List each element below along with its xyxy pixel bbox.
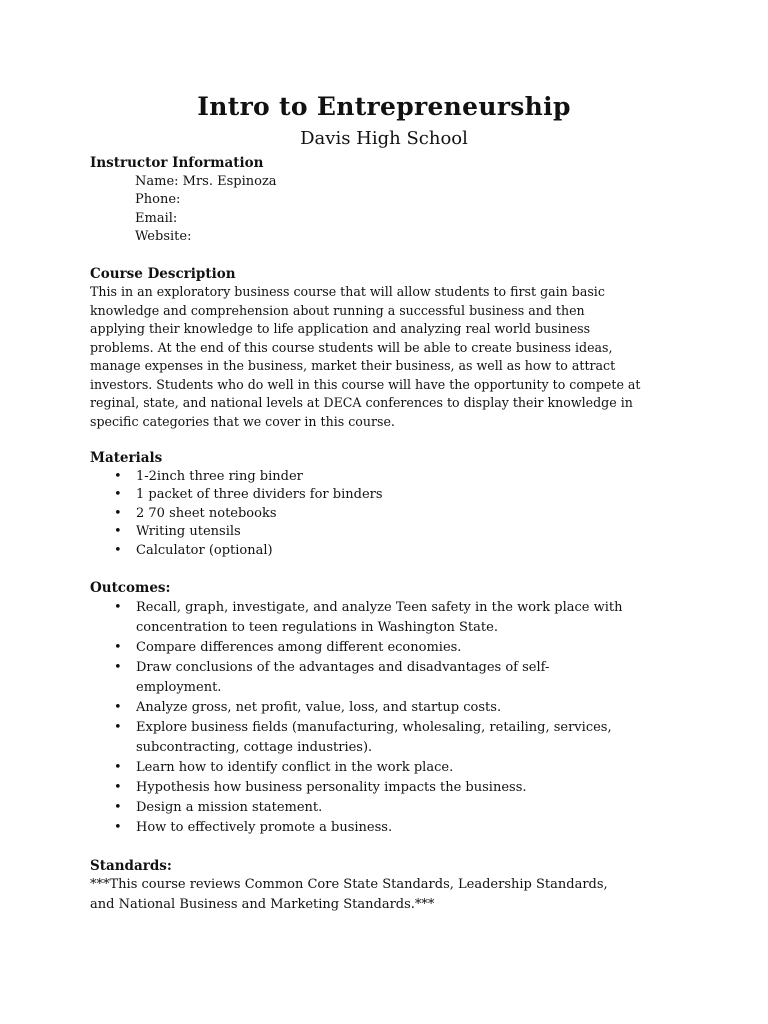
- description-line: manage expenses in the business, market their business, as well as how to attract: [90, 358, 616, 373]
- list-item: [90, 818, 680, 838]
- description-line: applying their knowledge to life application and analyzing real world business: [90, 321, 591, 336]
- list-item: [90, 778, 680, 798]
- outcome-line: How to effectively promote a business.: [136, 819, 393, 835]
- list-item: [90, 658, 680, 698]
- outcome-line: Explore business fields (manufacturing, wholesaling, retailing, services,: [136, 719, 612, 735]
- description-line: investors. Students who do well in this course will have the opportunity to compete at: [90, 376, 641, 392]
- instructor-website: Website:: [135, 229, 192, 244]
- outcome-line: employment.: [136, 679, 222, 695]
- outcomes-list: [90, 598, 680, 838]
- outcome-line: Recall, graph, investigate, and analyze Teen safety in the work place with: [136, 599, 623, 615]
- list-item: [90, 542, 680, 561]
- list-item: [90, 523, 680, 542]
- standards-line: ***This course reviews Common Core State Standards, Leadership Standards,: [90, 877, 608, 892]
- bullet-icon: •: [114, 639, 122, 655]
- bullet-icon: •: [114, 779, 122, 795]
- material-text: 1-2inch three ring binder: [136, 468, 303, 484]
- bullet-icon: •: [114, 719, 122, 735]
- materials-section: [90, 449, 680, 560]
- instructor-details: [135, 173, 680, 247]
- document-title: Intro to Entrepreneurship: [197, 92, 571, 121]
- bullet-icon: •: [114, 524, 122, 539]
- instructor-email: Email:: [135, 210, 178, 226]
- list-item: [90, 638, 680, 658]
- bullet-icon: •: [114, 599, 122, 615]
- document-body: [90, 154, 680, 915]
- list-item: [90, 718, 680, 758]
- instructor-name: Name: Mrs. Espinoza: [135, 173, 277, 189]
- course-description-section: [90, 265, 680, 432]
- bullet-icon: •: [114, 659, 122, 675]
- materials-heading: Materials: [90, 450, 163, 466]
- standards-line: and National Business and Marketing Standards.***: [90, 897, 435, 912]
- material-text: Calculator (optional): [136, 542, 273, 558]
- outcome-line: Compare differences among different economies.: [136, 639, 462, 655]
- outcome-line: Analyze gross, net profit, value, loss, and startup costs.: [136, 699, 502, 715]
- list-item: [90, 468, 680, 487]
- outcome-line: Design a mission statement.: [136, 799, 323, 815]
- outcome-line: Learn how to identify conflict in the work place.: [136, 759, 454, 775]
- material-text: 2 70 sheet notebooks: [136, 505, 277, 521]
- instructor-heading: Instructor Information: [90, 155, 264, 171]
- bullet-icon: •: [114, 542, 122, 558]
- material-text: 1 packet of three dividers for binders: [136, 487, 383, 502]
- materials-list: [90, 468, 680, 561]
- outcome-line: Hypothesis how business personality impacts the business.: [136, 779, 527, 795]
- outcomes-heading: Outcomes:: [90, 580, 171, 596]
- description-line: specific categories that we cover in this course.: [90, 413, 395, 429]
- bullet-icon: •: [114, 505, 122, 521]
- material-text: Writing utensils: [136, 524, 241, 539]
- list-item: [90, 698, 680, 718]
- outcome-line: concentration to teen regulations in Washington State.: [136, 619, 498, 635]
- bullet-icon: •: [114, 819, 122, 835]
- bullet-icon: •: [114, 487, 122, 502]
- course-description-text: [90, 283, 680, 431]
- standards-section: [90, 857, 680, 916]
- description-line: problems. At the end of this course students will be able to create business ideas,: [90, 339, 613, 355]
- list-item: [90, 798, 680, 818]
- outcome-line: subcontracting, cottage industries).: [136, 739, 373, 755]
- instructor-section: [90, 154, 680, 247]
- description-line: This in an exploratory business course that will allow students to first gain basic: [90, 284, 605, 299]
- description-line: knowledge and comprehension about running a successful business and then: [90, 302, 585, 318]
- list-item: [90, 758, 680, 778]
- bullet-icon: •: [114, 699, 122, 715]
- course-description-heading: Course Description: [90, 265, 236, 282]
- standards-heading: Standards:: [90, 857, 172, 874]
- bullet-icon: •: [114, 759, 122, 775]
- list-item: [90, 505, 680, 524]
- list-item: [90, 486, 680, 505]
- outcomes-section: [90, 579, 680, 838]
- list-item: [90, 598, 680, 638]
- description-line: reginal, state, and national levels at DECA conferences to display their knowledge in: [90, 395, 633, 410]
- school-name: Davis High School: [300, 128, 468, 149]
- instructor-phone: Phone:: [135, 192, 181, 207]
- outcome-line: Draw conclusions of the advantages and disadvantages of self-: [136, 659, 550, 675]
- bullet-icon: •: [114, 799, 122, 815]
- bullet-icon: •: [114, 468, 122, 484]
